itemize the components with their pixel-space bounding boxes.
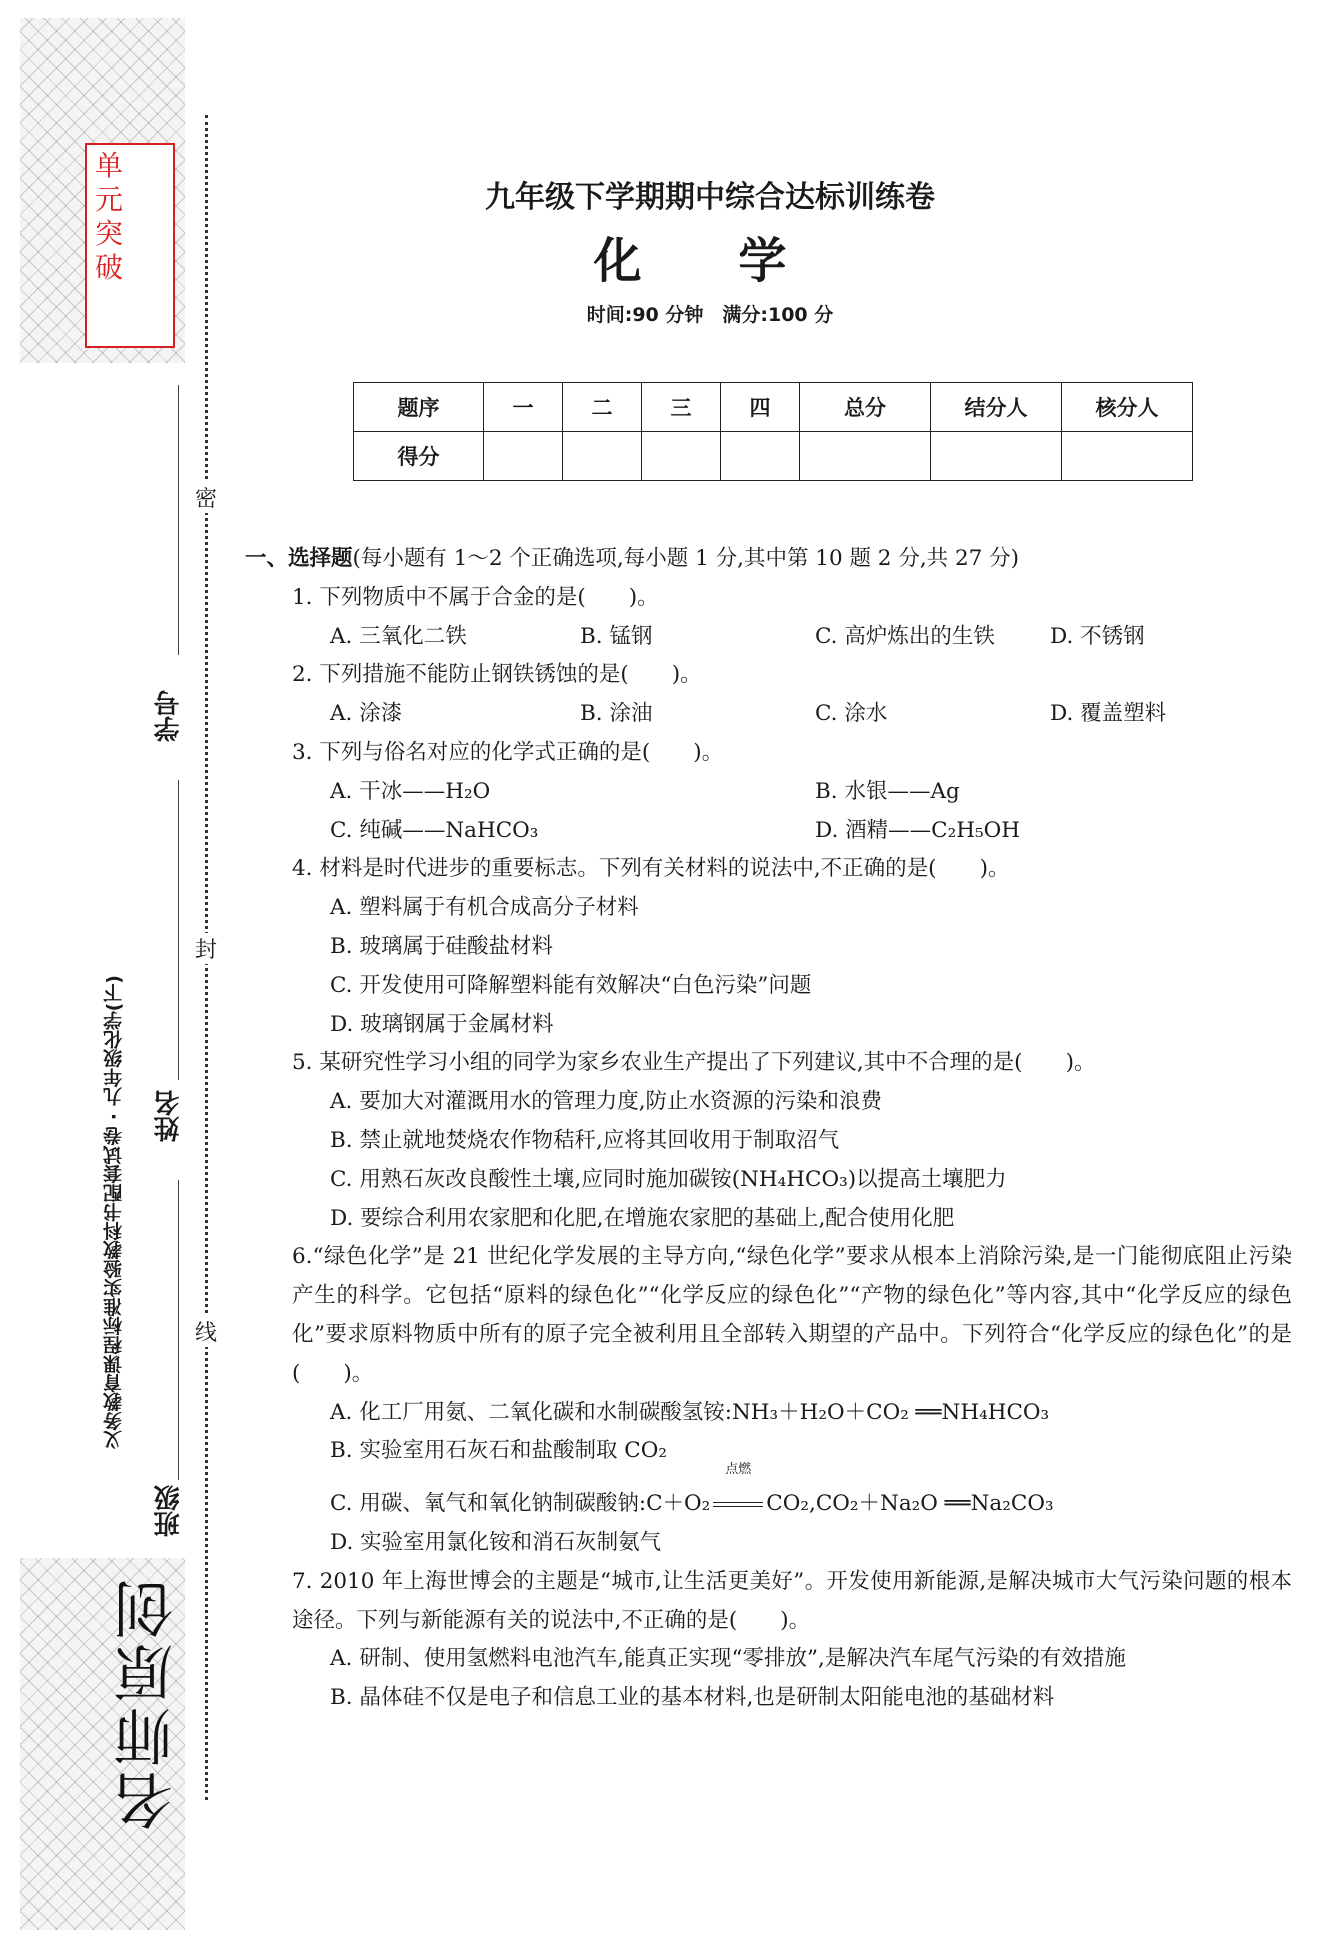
option: C. 用熟石灰改良酸性土壤,应同时施加碳铵(NH₄HCO₃)以提高土壤肥力 xyxy=(330,1166,1007,1192)
series-text: 义务教育课程标准实验教科书配套试卷 · 九年级化学(下) xyxy=(103,975,125,1450)
time-info: 时间:90 分钟 满分:100 分 xyxy=(586,304,834,326)
reaction-condition: 点燃 xyxy=(725,1462,752,1478)
score-header-cell: 结分人 xyxy=(931,383,1062,432)
subject-title: 化 学 xyxy=(593,233,827,289)
score-row-label: 得分 xyxy=(354,432,484,481)
option: A. 涂漆 xyxy=(330,701,403,727)
question-stem: 2. 下列措施不能防止钢铁锈蚀的是( )。 xyxy=(292,662,702,688)
score-cell[interactable] xyxy=(800,432,931,481)
option: A. 化工厂用氨、二氧化碳和水制碳酸氢铵:NH₃＋H₂O＋CO₂ ══NH₄HCO₃ xyxy=(330,1399,1050,1425)
exam-title: 九年级下学期期中综合达标训练卷 xyxy=(485,180,935,215)
option: B. 禁止就地焚烧农作物秸秆,应将其回收用于制取沼气 xyxy=(330,1127,840,1153)
score-cell[interactable] xyxy=(642,432,721,481)
option: B. 实验室用石灰石和盐酸制取 CO₂ xyxy=(330,1438,667,1464)
option: A. 要加大对灌溉用水的管理力度,防止水资源的污染和浪费 xyxy=(330,1089,883,1115)
question-stem: 5. 某研究性学习小组的同学为家乡农业生产提出了下列建议,其中不合理的是( )。 xyxy=(292,1050,1096,1076)
option xyxy=(245,1462,1295,1524)
score-header-cell: 一 xyxy=(484,383,563,432)
seal-char: 单 xyxy=(95,149,124,182)
option: D. 玻璃钢属于金属材料 xyxy=(330,1011,554,1037)
score-header-cell: 四 xyxy=(721,383,800,432)
score-cell[interactable] xyxy=(484,432,563,481)
student-id-line[interactable] xyxy=(178,385,179,655)
name-label: 姓名 xyxy=(154,1090,184,1142)
option: A. 研制、使用氢燃料电池汽车,能真正实现“零排放”,是解决汽车尾气污染的有效措施 xyxy=(330,1646,1126,1672)
class-label: 班级 xyxy=(154,1485,184,1537)
reaction-arrow xyxy=(710,1462,766,1524)
option: A. 塑料属于有机合成高分子材料 xyxy=(330,895,639,921)
options-row xyxy=(245,812,1295,851)
score-header-cell: 核分人 xyxy=(1062,383,1193,432)
option: C. 开发使用可降解塑料能有效解决“白色污染”问题 xyxy=(330,972,812,998)
section-heading xyxy=(245,540,1295,579)
score-cell[interactable] xyxy=(1062,432,1193,481)
name-line[interactable] xyxy=(178,780,179,1080)
option: A. 三氧化二铁 xyxy=(330,623,467,649)
score-table xyxy=(353,382,1193,481)
option: B. 玻璃属于硅酸盐材料 xyxy=(330,933,553,959)
option: C. 纯碱——NaHCO₃ xyxy=(330,817,539,843)
brand-text: 名师原创 xyxy=(113,1575,183,1831)
options-row xyxy=(245,773,1295,812)
cut-mark-feng: 封 xyxy=(192,933,220,964)
score-header-cell: 二 xyxy=(563,383,642,432)
seal-char: 破 xyxy=(95,251,124,284)
class-line[interactable] xyxy=(178,1180,179,1480)
score-cell[interactable] xyxy=(931,432,1062,481)
option-c-text: C. 用碳、氧气和氧化钠制碳酸钠:C＋O₂ xyxy=(330,1491,711,1517)
option: D. 不锈钢 xyxy=(1050,623,1145,649)
section-note: (每小题有 1～2 个正确选项,每小题 1 分,其中第 10 题 2 分,共 27 分) xyxy=(352,546,1020,571)
score-table-score-row xyxy=(354,432,1193,481)
unit-seal xyxy=(85,143,175,348)
option: B. 锰钢 xyxy=(580,623,653,649)
option: C. 涂水 xyxy=(815,701,888,727)
section-title: 一、选择题 xyxy=(245,546,353,571)
score-cell[interactable] xyxy=(563,432,642,481)
options-row xyxy=(245,618,1295,657)
question-stem: 6.“绿色化学”是 21 世纪化学发展的主导方向,“绿色化学”要求从根本上消除污染,是一门能彻底阻止污染产生的科学。它包括“原料的绿色化”“化学反应的绿色化”“产物的绿色化”等内容,其中“化学反应的绿色化”要求原料物质中所有的原子完全被利用且全部转入期望的产品中。下列符合“化学反应的绿色化”的是( )。 xyxy=(292,1244,1292,1386)
seal-char: 元 xyxy=(95,183,124,216)
student-id-label: 学号 xyxy=(154,690,184,742)
cut-mark-mi: 密 xyxy=(192,482,220,513)
question-stem: 3. 下列与俗名对应的化学式正确的是( )。 xyxy=(292,739,724,765)
option: D. 实验室用氯化铵和消石灰制氨气 xyxy=(330,1529,662,1555)
option: D. 要综合利用农家肥和化肥,在增施农家肥的基础上,配合使用化肥 xyxy=(330,1205,955,1231)
seal-char: 突 xyxy=(95,217,124,250)
score-header-cell: 题序 xyxy=(354,383,484,432)
option-c-text-2: CO₂,CO₂＋Na₂O ══Na₂CO₃ xyxy=(766,1491,1054,1517)
option: D. 酒精——C₂H₅OH xyxy=(815,817,1020,843)
question-stem: 7. 2010 年上海世博会的主题是“城市,让生活更美好”。开发使用新能源,是解决城市大气污染问题的根本途径。下列与新能源有关的说法中,不正确的是( )。 xyxy=(292,1568,1292,1633)
score-table-header-row xyxy=(354,383,1193,432)
option: D. 覆盖塑料 xyxy=(1050,701,1167,727)
option: B. 水银——Ag xyxy=(815,778,960,804)
score-header-cell: 三 xyxy=(642,383,721,432)
score-cell[interactable] xyxy=(721,432,800,481)
question-stem: 4. 材料是时代进步的重要标志。下列有关材料的说法中,不正确的是( )。 xyxy=(292,856,1010,882)
option: B. 晶体硅不仅是电子和信息工业的基本材料,也是研制太阳能电池的基础材料 xyxy=(330,1685,1055,1711)
question-area xyxy=(245,540,1295,1718)
option: C. 高炉炼出的生铁 xyxy=(815,623,995,649)
cut-mark-xian: 线 xyxy=(192,1316,220,1347)
score-header-cell: 总分 xyxy=(800,383,931,432)
question-stem: 1. 下列物质中不属于合金的是( )。 xyxy=(292,584,659,610)
option: A. 干冰——H₂O xyxy=(330,778,491,804)
option: B. 涂油 xyxy=(580,701,653,727)
options-row xyxy=(245,695,1295,734)
